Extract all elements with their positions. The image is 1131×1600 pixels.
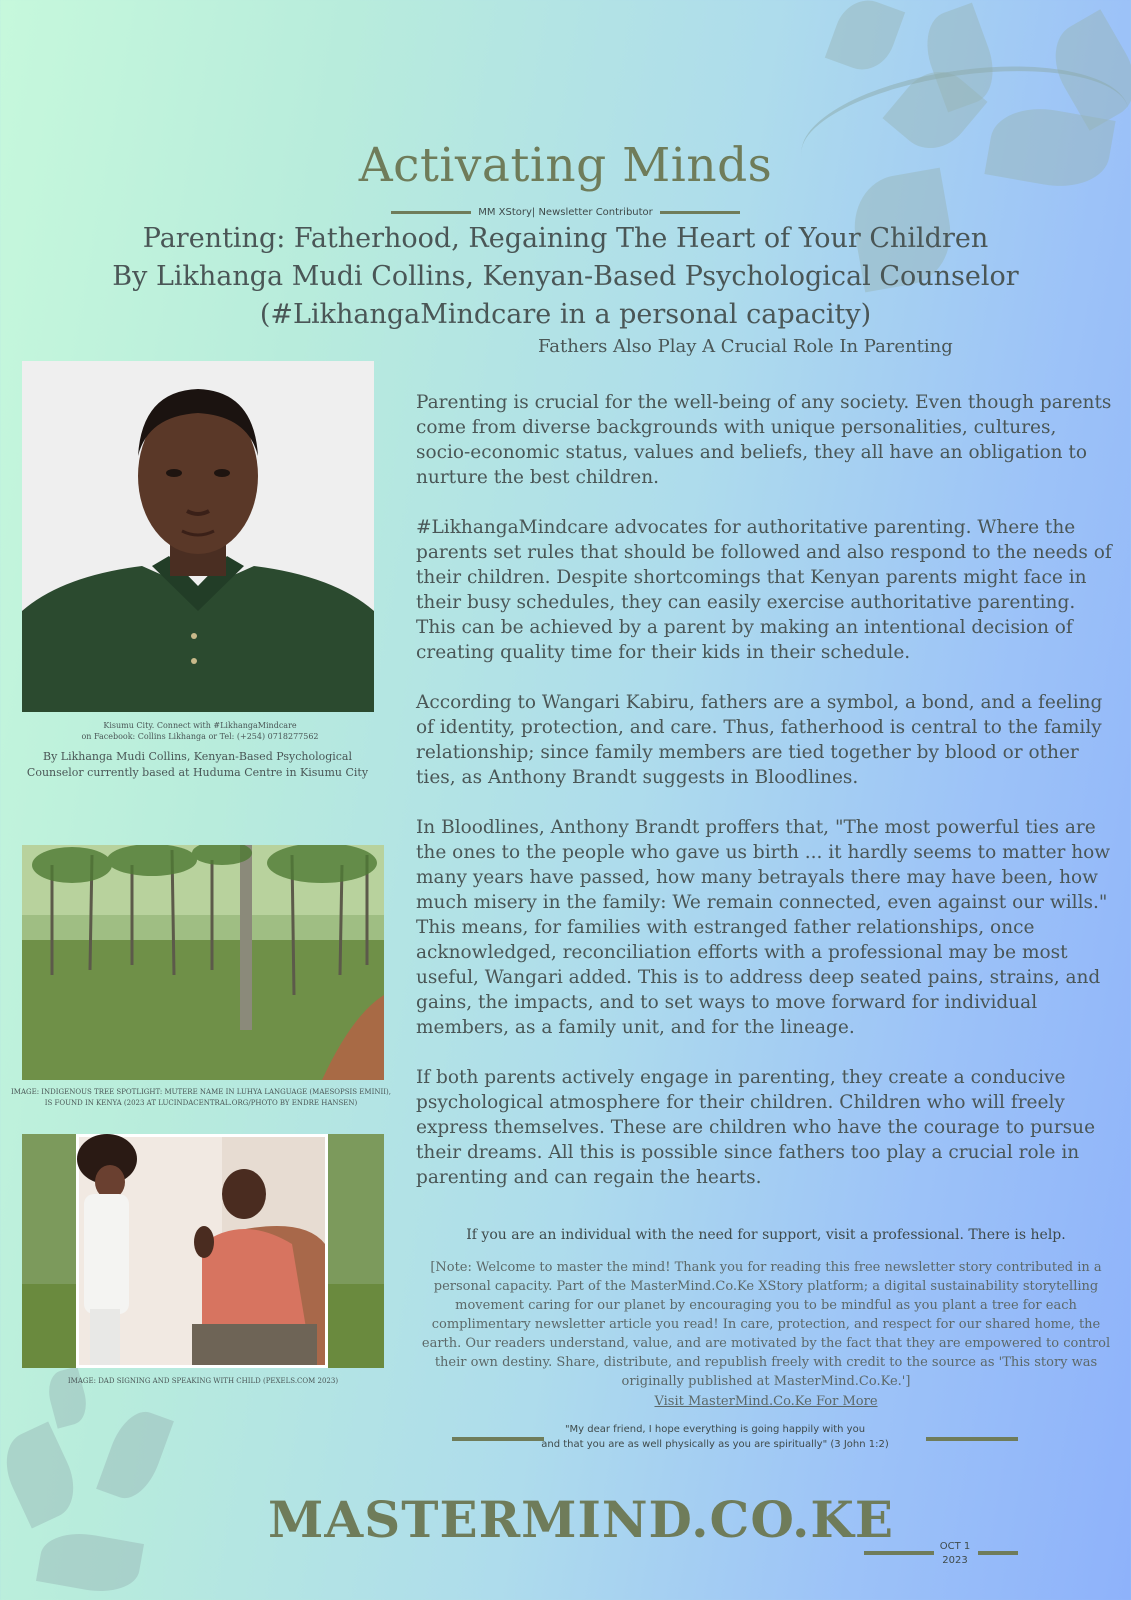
article-body <box>416 390 1116 1215</box>
publish-date <box>933 1540 977 1568</box>
masthead <box>0 138 1131 193</box>
portrait-contact-caption <box>30 720 370 742</box>
author-portrait-image <box>22 361 374 712</box>
contact-line: on Facebook: Collins Likhanga or Tel: (+254) 0718277562 <box>81 732 319 741</box>
divider-left <box>391 211 471 214</box>
quote-line: "My dear friend, I hope everything is going happily with you <box>564 1424 866 1435</box>
headline <box>0 220 1131 334</box>
quote-line: and that you are as well physically as you are spiritually" (3 John 1:2) <box>541 1439 889 1450</box>
footer-divider-left <box>864 1551 934 1555</box>
contributor-line <box>0 207 1131 218</box>
visit-mastermind-link[interactable]: Visit MasterMind.Co.Ke For More <box>654 1394 878 1409</box>
scripture-quote <box>540 1422 890 1452</box>
contact-line: Kisumu City. Connect with #LikhangaMindcare <box>103 721 297 730</box>
masthead-title: Activating Minds <box>358 138 773 193</box>
quote-divider-left <box>452 1437 544 1441</box>
divider-right <box>660 211 740 214</box>
article-paragraph: In Bloodlines, Anthony Brandt proffers that, "The most powerful ties are the ones to the people who gave us birth ... it hardly seems to matter how many years have passed, how many betrayals there may have been, how much misery in the family: We remain connected, even against our wills." This means, for families with estranged father relationships, once acknowledged, reconciliation efforts with a professional may be most useful, Wangari added. This is to address deep seated pains, strains, and gains, the impacts, and to set ways to move forward for individual members, as a family unit, and for the lineage. <box>416 817 1111 1038</box>
date-year: 2023 <box>942 1555 968 1566</box>
kicker: Fathers Also Play A Crucial Role In Parenting <box>538 336 953 357</box>
footer-divider-right <box>978 1551 1018 1555</box>
article-paragraph: #LikhangaMindcare advocates for authoritative parenting. Where the parents set rules that should be followed and also respond to the needs of their children. Despite shortcomings that Kenyan parents might face in their busy schedules, they can easily exercise authoritative parenting. This can be achieved by a parent by making an intentional decision of creating quality time for their kids in their schedule. <box>416 517 1112 663</box>
dad-child-caption: IMAGE: DAD SIGNING AND SPEAKING WITH CHILD (PEXELS.COM 2023) <box>67 1377 339 1385</box>
headline-capacity: (#LikhangaMindcare in a personal capacity) <box>259 299 872 330</box>
article-paragraph: If both parents actively engage in parenting, they create a conducive psychological atmosphere for their children. Children who will freely express themselves. These are children who have the courage to pursue their dreams. All this is possible since fathers too play a crucial role in parenting and can regain the hearts. <box>416 1067 1096 1188</box>
article-paragraph: According to Wangari Kabiru, fathers are a symbol, a bond, and a feeling of identity, protection, and care. Thus, fatherhood is central to the family relationship; since family members are tied together by blood or other ties, as Anthony Brandt suggests in Bloodlines. <box>416 692 1103 788</box>
caption-line: IMAGE: INDIGENOUS TREE SPOTLIGHT: MUTERE NAME IN LUHYA LANGUAGE (MAESOPSIS EMINII), <box>11 1088 391 1096</box>
caption-line: IS FOUND IN KENYA (2023 AT LUCINDACENTRAL.ORG/PHOTO BY ENDRE HANSEN) <box>44 1099 358 1107</box>
contributor-label: MM XStory| Newsletter Contributor <box>478 207 653 218</box>
footer-brand: MASTERMIND.CO.KE <box>268 1490 894 1549</box>
headline-title: Parenting: Fatherhood, Regaining The Heart of Your Children <box>142 223 989 254</box>
quote-divider-right <box>926 1437 1018 1441</box>
date-month-day: OCT 1 <box>939 1541 971 1552</box>
indigenous-trees-image <box>22 845 384 1080</box>
trees-caption <box>0 1087 402 1109</box>
portrait-byline-caption: By Likhanga Mudi Collins, Kenyan-Based Psychological Counselor currently based at Huduma Centre in Kisumu City <box>26 750 369 779</box>
editorial-note: [Note: Welcome to master the mind! Thank you for reading this free newsletter story contributed in a personal capacity. Part of the MasterMind.Co.Ke XStory platform; a digital sustainability storytelling movement caring for our planet by encouraging you to be mindful as you plant a tree for each complimentary newsletter article you read! In care, protection, and respect for our shared home, the earth. Our readers understand, value, and are motivated by the fact that they are empowered to control their own destiny. Share, distribute, and republish freely with credit to the source as 'This story was originally published at MasterMind.Co.Ke.'] <box>421 1260 1111 1389</box>
support-message: If you are an individual with the need for support, visit a professional. There is help. <box>466 1227 1066 1243</box>
dad-and-child-image <box>22 1134 384 1368</box>
headline-byline: By Likhanga Mudi Collins, Kenyan-Based Psychological Counselor <box>112 261 1019 292</box>
article-paragraph: Parenting is crucial for the well-being of any society. Even though parents come from diverse backgrounds with unique personalities, cultures, socio-economic status, values and beliefs, they all have an obligation to nurture the best children. <box>416 392 1112 488</box>
